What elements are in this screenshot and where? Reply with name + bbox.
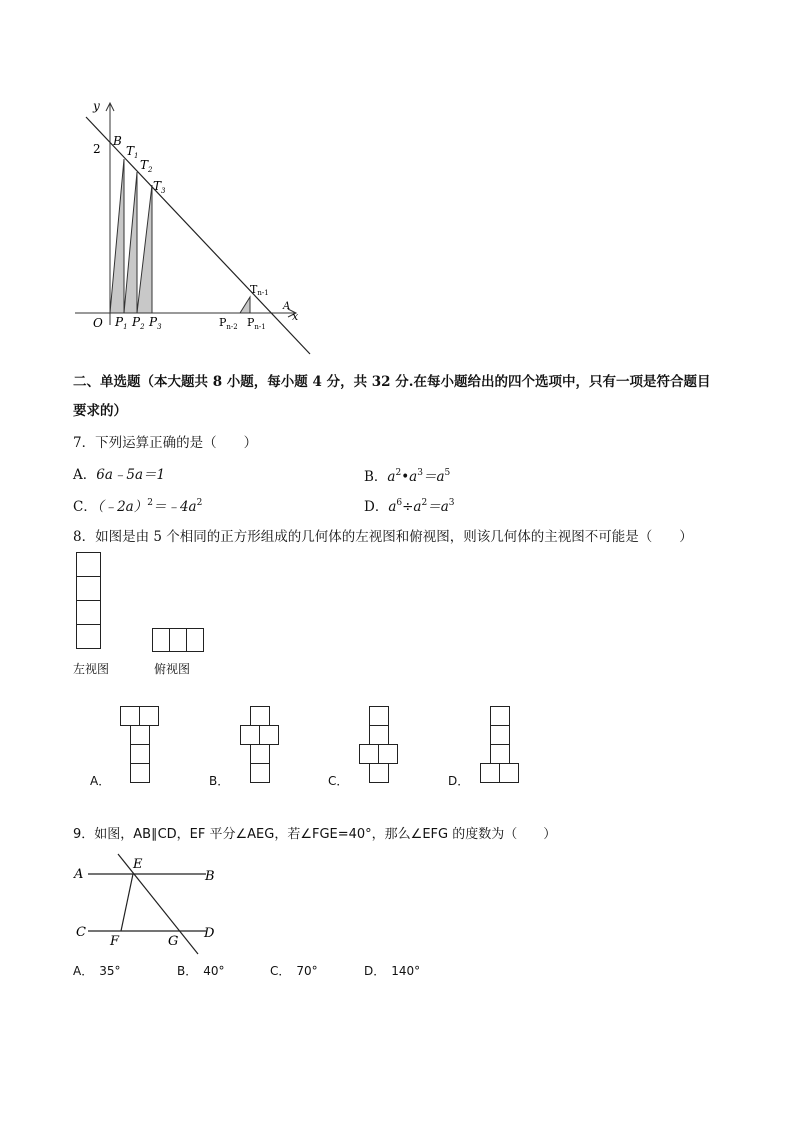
transversal-eg — [118, 854, 198, 954]
t3-label: $T_3$ — [153, 179, 166, 195]
pn2-label: $P_{n-2}$ — [219, 316, 238, 331]
section-heading-line2: 要求的） — [73, 403, 127, 419]
q9-option-a: A． 35° — [73, 964, 121, 978]
q8-stem: 8．如图是由 5 个相同的正方形组成的几何体的左视图和俯视图，则该几何体的主视图不可能是（ ） — [73, 529, 693, 545]
t2-label: $T_2$ — [140, 158, 153, 174]
shaded-triangle-2 — [124, 172, 137, 313]
q7-option-c: C．$(﹣2a)^2=﹣4a^2$ — [73, 498, 203, 515]
q8-option-b-figure — [240, 706, 280, 786]
y-tick-label: 2 — [93, 142, 101, 156]
bisector-ef — [121, 874, 133, 931]
shaded-triangle-last — [240, 297, 250, 313]
top-view-figure — [152, 628, 202, 652]
left-view-figure — [76, 552, 101, 652]
q7-option-b: B．$a^2•a^3=a^5$ — [364, 468, 451, 485]
q9-option-d: D． 140° — [364, 964, 421, 978]
q8-option-d-label: D． — [448, 774, 470, 788]
triangles-graph-figure — [60, 95, 330, 360]
left-view-label: 左视图 — [73, 662, 110, 676]
section-heading-line1: 二、单选题（本大题共 8 小题，每小题 4 分，共 32 分.在每小题给出的四个选项中，只有一项是符合题目 — [73, 374, 711, 390]
y-axis-label: y — [93, 99, 100, 113]
label-f: F — [110, 934, 120, 949]
q9-stem: 9．如图，AB∥CD，EF 平分∠AEG，若∠FGE=40°，那么∠EFG 的度数为（ ） — [73, 827, 557, 842]
q7-option-d: D．$a^6\div a^2=a^3$ — [364, 498, 455, 515]
shaded-triangle-3 — [137, 185, 152, 313]
label-e: E — [133, 857, 143, 872]
q7-stem: 7．下列运算正确的是（ ） — [73, 435, 258, 451]
p3-label: $P_3$ — [149, 315, 162, 331]
top-view-label: 俯视图 — [154, 662, 191, 676]
q8-option-a-figure — [120, 706, 160, 786]
p1-label: $P_1$ — [115, 315, 128, 331]
parallel-lines-figure — [70, 850, 230, 960]
q9-option-c: C． 70° — [270, 964, 318, 978]
label-b: B — [205, 869, 215, 884]
p2-label: $P_2$ — [132, 315, 145, 331]
q7-option-a: A．6a﹣5a＝1 — [73, 467, 166, 483]
t1-label: $T_1$ — [126, 144, 139, 160]
label-a: A — [74, 867, 84, 882]
origin-label: O — [93, 316, 103, 330]
x-axis-label: x — [292, 310, 299, 323]
q8-option-b-label: B． — [209, 774, 230, 788]
q8-option-a-label: A． — [90, 774, 111, 788]
label-g: G — [168, 934, 179, 949]
pn1-label: $P_{n-1}$ — [247, 316, 266, 331]
q8-option-c-label: C． — [328, 774, 349, 788]
t-last-label: Tn-1 — [250, 283, 269, 297]
point-b-label: B — [113, 134, 122, 148]
point-a-label: A — [283, 301, 291, 312]
q9-option-b: B． 40° — [177, 964, 225, 978]
q8-option-d-figure — [480, 706, 520, 786]
shaded-triangle-1 — [110, 159, 124, 313]
label-d: D — [204, 926, 215, 941]
label-c: C — [76, 925, 86, 940]
q8-option-c-figure — [359, 706, 399, 786]
